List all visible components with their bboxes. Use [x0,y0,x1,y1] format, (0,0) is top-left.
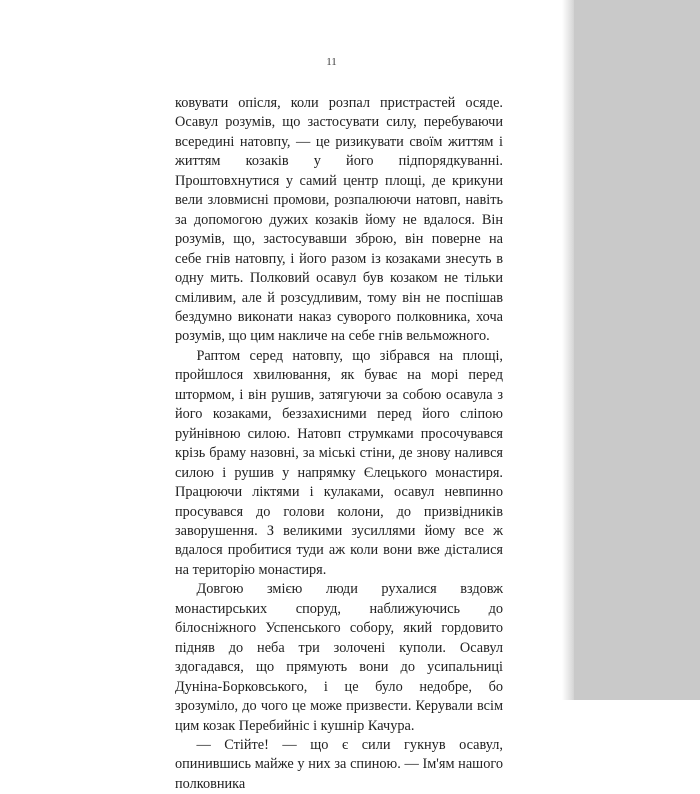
background-outside-page [574,0,700,700]
page-number: 11 [326,56,337,68]
paragraph: Довгою змією люди рухалися вздовж монастирських споруд, наближуючись до білосніжного Успенського собору, який гордовито підняв до неба три золочені куполи. Осавул здогадався, що прямують вони до усипальниці Дуніна-Борковського, і це було недобре, бо зрозуміло, до чого це може призвести. Керували всім цим козак Перебийніс і кушнір Качура. [175,581,503,734]
paragraph: — Стійте! — що є сили гукнув осавул, опинившись майже у них за спиною. — Ім'ям нашого полковника [175,736,503,792]
body-text [175,94,503,794]
paragraph: ковувати опісля, коли розпал пристрастей осяде. Осавул розумів, що застосувати силу, перебуваючи всередині натовпу, — це ризикувати своїм життям і життям козаків у його підпорядкуванні. Проштовхнутися у самий центр площі, де крикуни вели зловмисні промови, розпалюючи натовп, навіть за допомогою дужих козаків йому не вдалося. Він розумів, що, застосувавши зброю, він поверне на себе гнів натовпу, і його разом із козаками знесуть в одну мить. Полковий осавул був козаком не тільки сміливим, але й розсудливим, тому він не поспішав бездумно виконати наказ суворого полковника, хоча розумів, що цим накличе на себе гнів вельможного. [175,95,503,345]
paragraph: Раптом серед натовпу, що зібрався на площі, пройшлося хвилювання, як буває на морі перед штормом, і він рушив, затягуючи за собою осавула з його козаками, беззахисними перед його сліпою руйнівною силою. Натовп струмками просочувався крізь браму назовні, за міські стіни, де знову налився силою і рушив у напрямку Єлецького монастиря. Працюючи ліктями і кулаками, осавул невпинно просувався до голови колони, до призвідників заворушення. З великими зусиллями йому все ж вдалося пробитися туди аж коли вони вже дісталися на територію монастиря. [175,347,503,578]
